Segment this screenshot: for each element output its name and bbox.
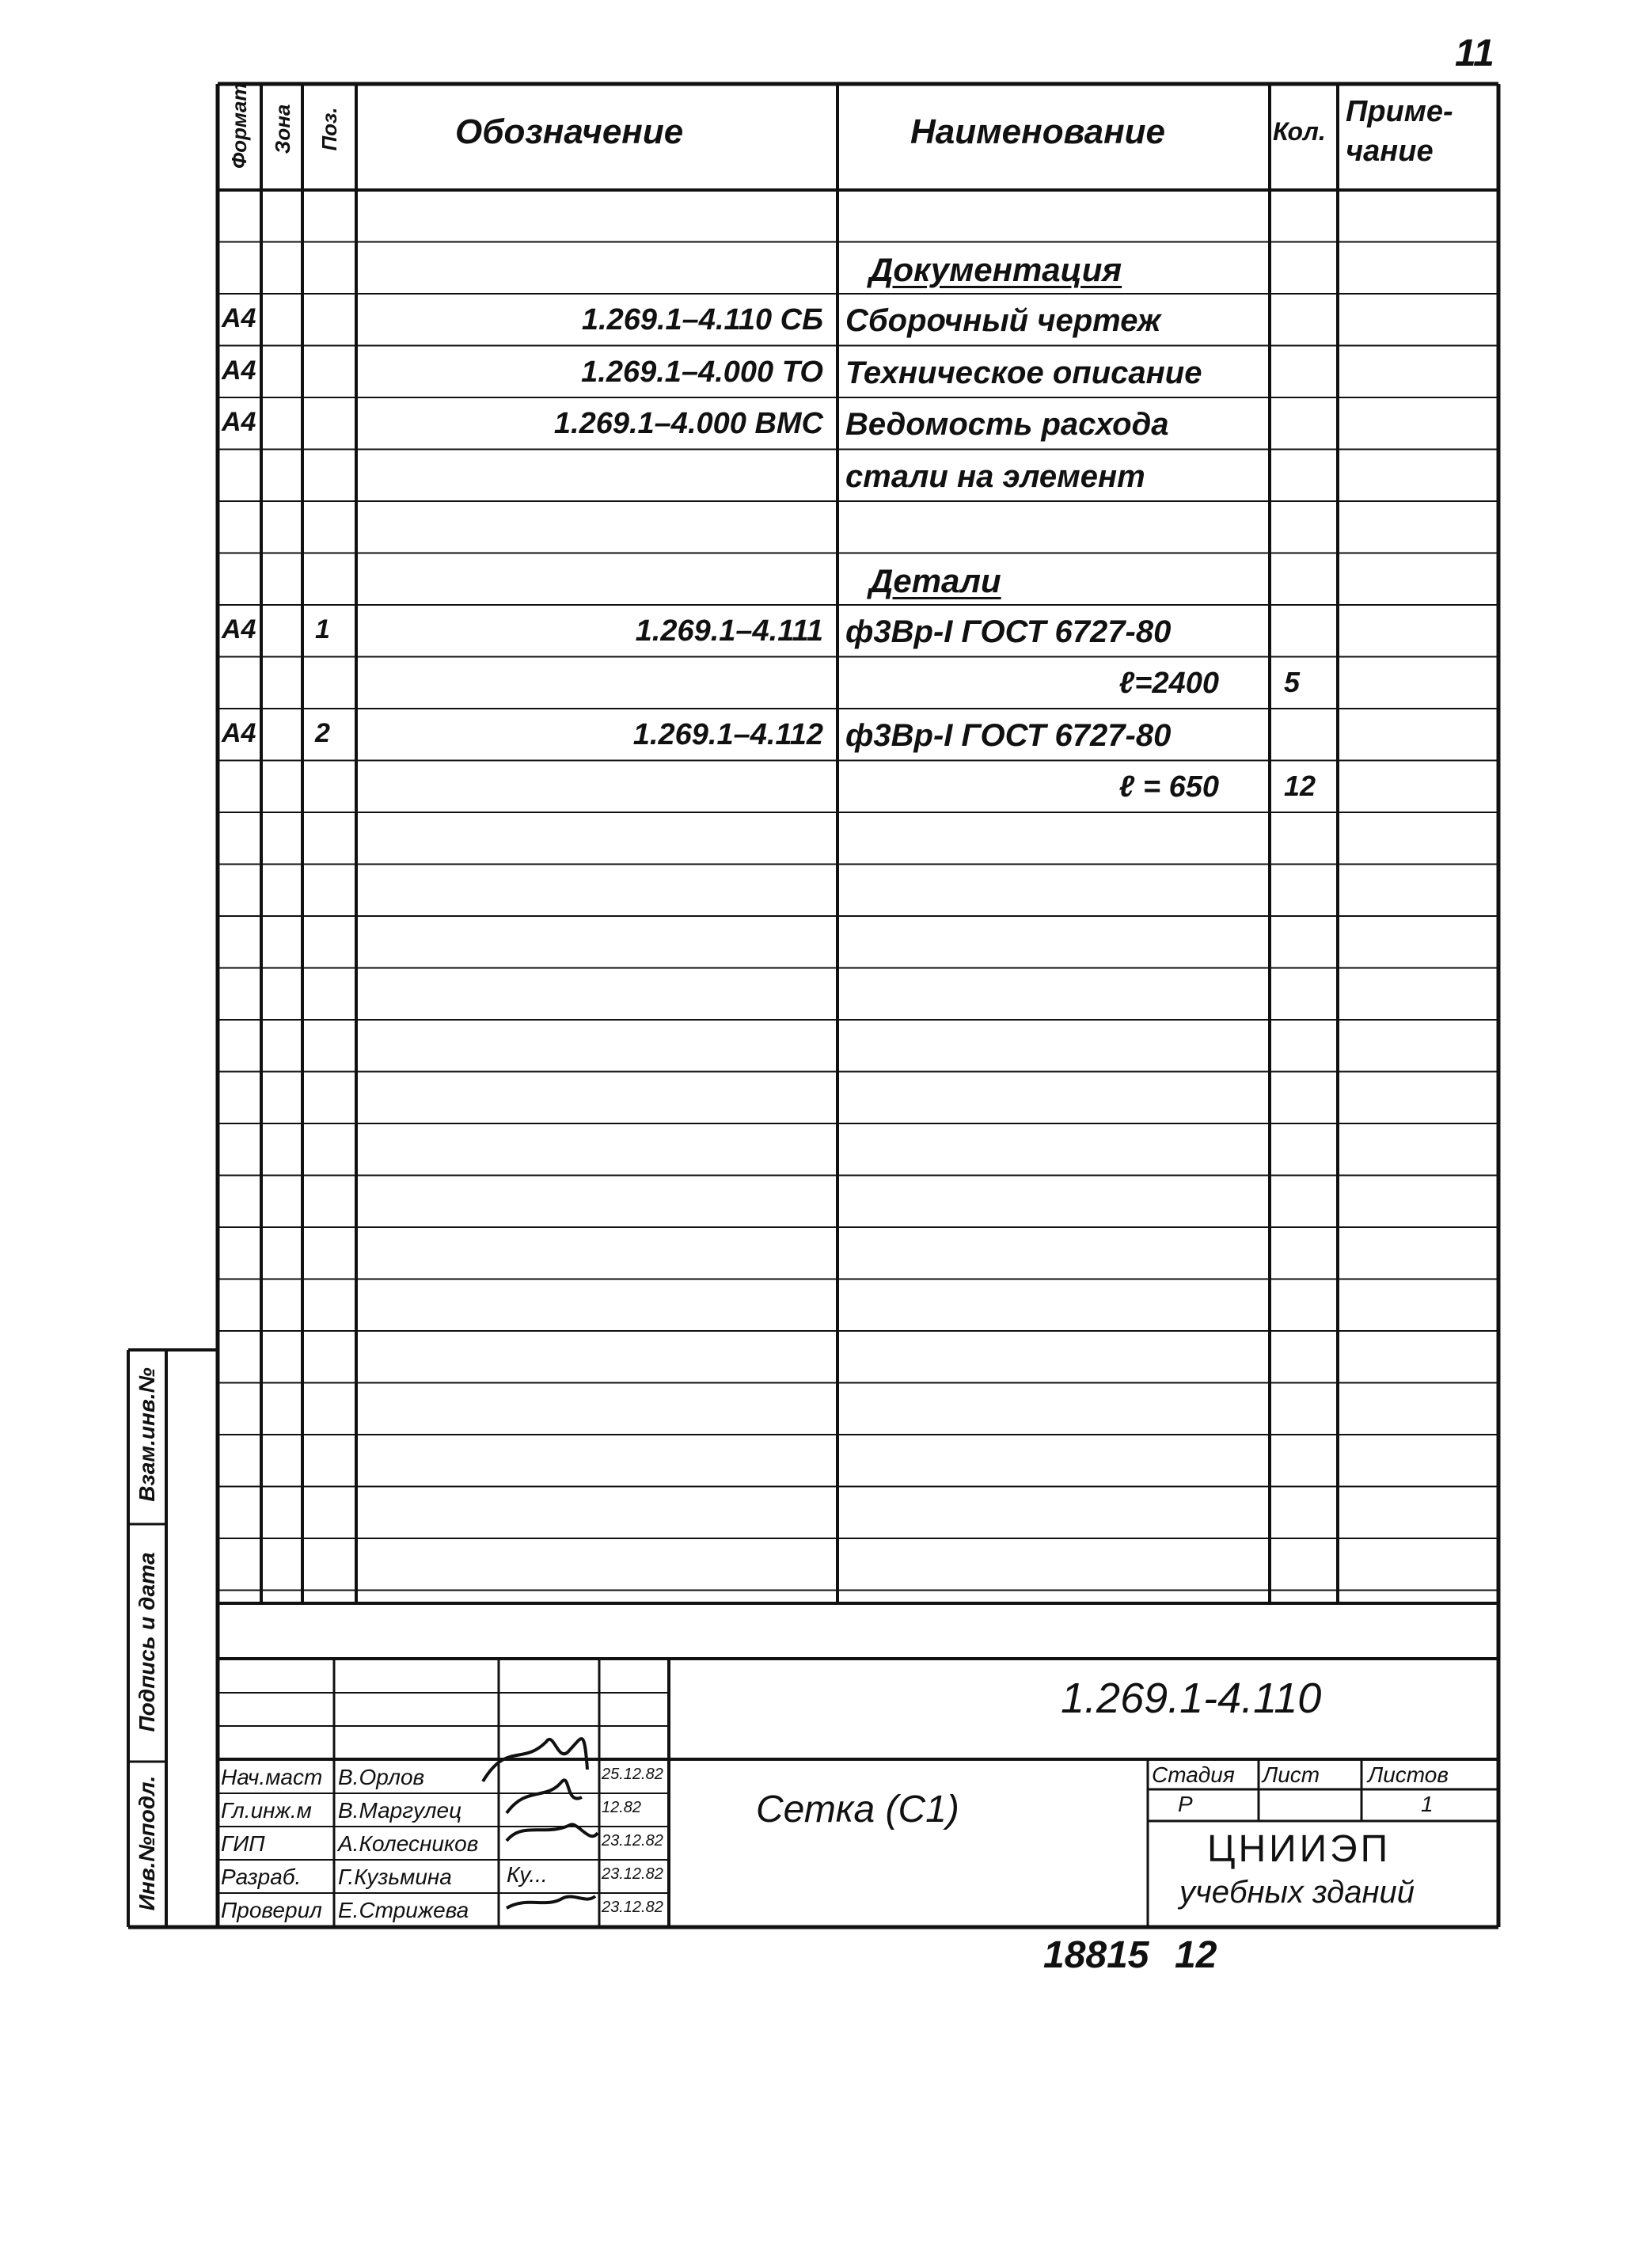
row-qty: 12 xyxy=(1284,769,1316,802)
row-name: Детали xyxy=(869,561,1001,599)
person-date: 25.12.82 xyxy=(602,1766,663,1783)
sheets-value: 1 xyxy=(1421,1792,1434,1816)
row-format: А4 xyxy=(222,407,256,437)
row-designation: 1.269.1–4.110 СБ xyxy=(581,303,823,336)
sheets-label: Листов xyxy=(1368,1762,1449,1787)
product-name: Сетка (С1) xyxy=(756,1789,959,1831)
row-name: стали на элемент xyxy=(845,458,1145,494)
person-role: Гл.инж.м xyxy=(221,1798,312,1823)
row-name: Документация xyxy=(869,250,1122,288)
row-name: ℓ=2400 xyxy=(1118,666,1219,700)
person-name: А.Колесников xyxy=(338,1831,479,1856)
row-qty: 5 xyxy=(1284,665,1301,698)
row-designation: 1.269.1–4.000 ТО xyxy=(581,355,823,389)
stamp-podpis: Подпись и дата xyxy=(135,1552,159,1732)
stage-label: Стадия xyxy=(1152,1762,1235,1787)
header-format: Формат xyxy=(227,82,251,169)
page-number: 11 xyxy=(1455,32,1494,74)
row-pos: 2 xyxy=(315,718,330,748)
header-note-1: Приме- xyxy=(1346,95,1453,128)
person-name: В.Орлов xyxy=(338,1765,425,1789)
stage-value: Р xyxy=(1178,1792,1193,1816)
person-role: Нач.маст xyxy=(221,1765,323,1789)
row-designation: 1.269.1–4.112 xyxy=(632,718,823,751)
header-zone: Зона xyxy=(271,104,294,154)
row-name: Сборочный чертеж xyxy=(845,303,1161,338)
row-designation: 1.269.1–4.000 ВМС xyxy=(553,407,823,440)
person-date: 23.12.82 xyxy=(602,1899,663,1916)
row-format: А4 xyxy=(222,355,256,386)
header-pos: Поз. xyxy=(317,107,341,151)
row-name: Техническое описание xyxy=(845,355,1202,390)
row-name: ℓ = 650 xyxy=(1118,770,1219,804)
person-date: 12.82 xyxy=(602,1799,642,1816)
person-role: ГИП xyxy=(221,1831,265,1856)
row-name: Ведомость расхода xyxy=(845,407,1169,442)
row-format: А4 xyxy=(222,303,256,333)
doc-code: 1.269.1-4.110 xyxy=(1061,1675,1322,1722)
org-line-2: учебных зданий xyxy=(1179,1875,1415,1910)
person-role: Проверил xyxy=(221,1898,322,1922)
header-designation: Обозначение xyxy=(455,112,684,151)
org-line-1: ЦНИИЭП xyxy=(1207,1828,1392,1870)
header-name: Наименование xyxy=(910,112,1165,151)
row-format: А4 xyxy=(222,614,256,644)
header-qty: Кол. xyxy=(1273,117,1326,146)
person-date: 23.12.82 xyxy=(602,1832,663,1850)
footer-code: 18815 xyxy=(1043,1934,1149,1976)
stamp-inv: Инв.№подл. xyxy=(135,1775,159,1911)
row-name: ф3Вр-I ГОСТ 6727-80 xyxy=(845,718,1172,753)
signature-mark-1: Ку... xyxy=(507,1862,548,1887)
person-name: Е.Стрижева xyxy=(338,1898,469,1922)
header-note-2: чание xyxy=(1346,135,1434,168)
row-format: А4 xyxy=(222,718,256,748)
person-name: Г.Кузьмина xyxy=(338,1865,452,1889)
stamp-vzam: Взам.инв.№ xyxy=(135,1367,159,1502)
sheet-label: Лист xyxy=(1263,1762,1320,1787)
footer-page: 12 xyxy=(1175,1934,1217,1976)
person-date: 23.12.82 xyxy=(602,1865,663,1883)
row-designation: 1.269.1–4.111 xyxy=(635,614,823,648)
person-name: В.Маргулец xyxy=(338,1798,462,1823)
person-role: Разраб. xyxy=(221,1865,302,1889)
row-pos: 1 xyxy=(315,614,330,644)
row-name: ф3Вр-I ГОСТ 6727-80 xyxy=(845,614,1172,649)
